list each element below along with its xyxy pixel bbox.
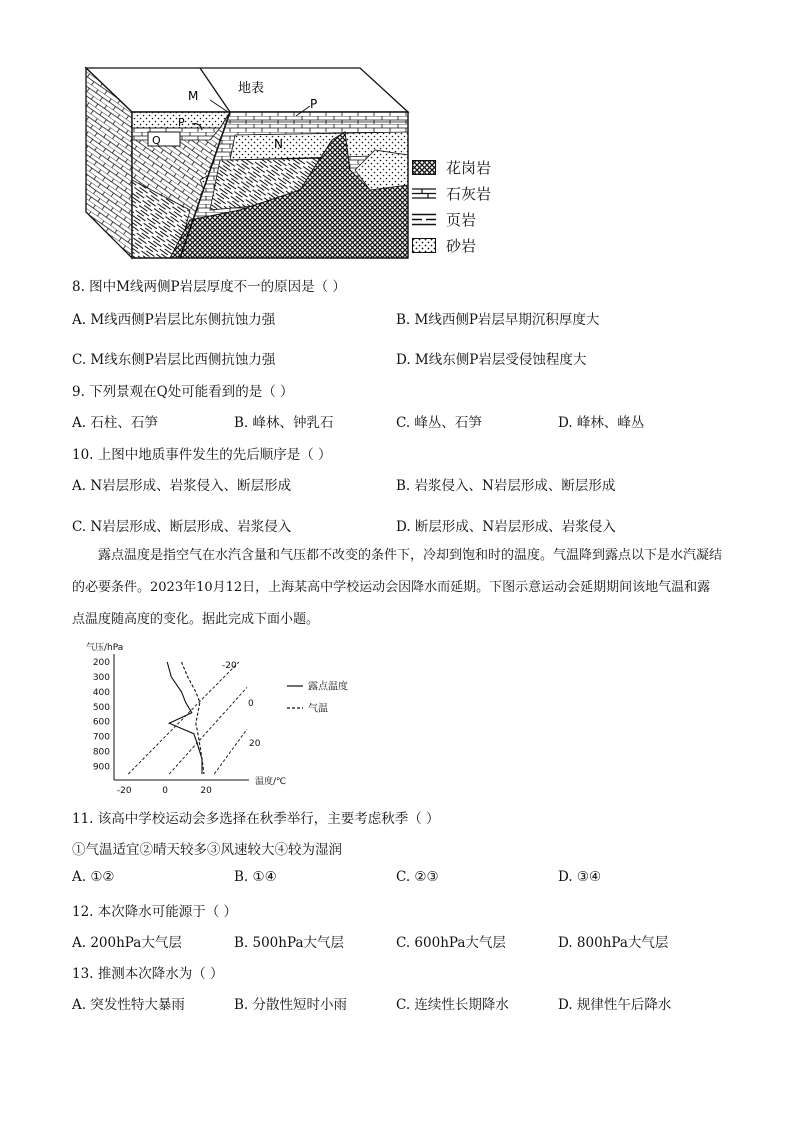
option-d: D. 峰林、峰丛	[558, 415, 645, 431]
legend-label: 露点温度	[308, 681, 348, 693]
geology-label-Q: Q	[152, 134, 161, 147]
option-c: C. 峰丛、石笋	[396, 415, 482, 431]
question-stem: 9. 下列景观在Q处可能看到的是（ ）	[72, 384, 294, 400]
y-tick-label: 400	[92, 687, 110, 698]
legend-item-shale	[412, 209, 532, 231]
question-stem: 10. 上图中地质事件发生的先后顺序是（ ）	[72, 447, 332, 463]
question-stem: 13. 推测本次降水为（ ）	[72, 966, 224, 982]
geology-label-N: N	[274, 137, 283, 151]
question-stem: 11. 该高中学校运动会多选择在秋季举行，主要考虑秋季（ ）	[72, 811, 440, 827]
option-a: A. 突发性特大暴雨	[72, 997, 185, 1013]
option-d: D. 断层形成、N岩层形成、岩浆侵入	[396, 519, 616, 535]
option-b: B. 峰林、钟乳石	[234, 415, 334, 431]
x-tick-label: 20	[200, 786, 212, 796]
isotherm-line	[128, 662, 238, 774]
option-a: A. N岩层形成、岩浆侵入、断层形成	[72, 478, 292, 494]
y-tick-label: 900	[92, 762, 110, 773]
shale-pattern-icon	[412, 212, 436, 227]
option-d: D. ③④	[558, 869, 602, 885]
geology-label-P-east: P	[310, 97, 318, 111]
legend-label-limestone: 石灰岩	[446, 185, 492, 203]
legend-item-sandstone	[412, 235, 532, 257]
option-b: B. 岩浆侵入、N岩层形成、断层形成	[396, 478, 616, 494]
isotherm-line	[214, 729, 247, 774]
option-a: A. 200hPa大气层	[72, 935, 182, 951]
limestone-pattern-icon	[412, 186, 436, 201]
option-b: B. M线西侧P岩层早期沉积厚度大	[396, 312, 600, 328]
option-b: B. 500hPa大气层	[234, 935, 344, 951]
option-c: C. N岩层形成、断层形成、岩浆侵入	[72, 519, 292, 535]
option-a: A. ①②	[72, 869, 115, 885]
question-sub-options: ①气温适宜②晴天较多③风速较大④较为湿润	[72, 842, 342, 858]
option-d: D. 规律性午后降水	[558, 997, 672, 1013]
y-tick-label: 700	[92, 732, 110, 743]
option-d: D. M线东侧P岩层受侵蚀程度大	[396, 352, 587, 368]
option-c: C. M线东侧P岩层比西侧抗蚀力强	[72, 352, 276, 368]
option-b: B. 分散性短时小雨	[234, 997, 348, 1013]
sandstone-pattern-icon	[412, 238, 436, 253]
legend-item-granite	[412, 157, 532, 179]
question-stem: 8. 图中M线两侧P岩层厚度不一的原因是（ ）	[72, 279, 346, 295]
legend-label-shale: 页岩	[446, 211, 477, 229]
y-tick-label: 600	[92, 717, 110, 728]
geology-label-surface: 地表	[238, 81, 265, 96]
x-axis-label: 温度/℃	[255, 777, 287, 787]
y-tick-label: 800	[92, 747, 110, 758]
option-d: D. 800hPa大气层	[558, 935, 669, 951]
option-c: C. 600hPa大气层	[396, 935, 506, 951]
geology-label-M: M	[188, 89, 199, 103]
x-tick-label: -20	[116, 786, 132, 796]
isotherm-label: 0	[248, 699, 254, 709]
legend-label-granite: 花岗岩	[446, 159, 492, 177]
x-tick-label: 0	[162, 786, 169, 796]
isotherm-line	[169, 687, 247, 774]
granite-pattern-icon	[412, 160, 436, 175]
option-c: C. ②③	[396, 869, 439, 885]
isotherm-label: -20	[222, 661, 237, 671]
y-axis-label: 气压/hPa	[86, 643, 124, 653]
y-tick-label: 500	[92, 702, 110, 713]
temperature-dewpoint-chart	[72, 640, 372, 800]
option-a: A. 石柱、石笋	[72, 415, 158, 431]
option-b: B. ①④	[234, 869, 277, 885]
legend-label: 气温	[308, 703, 328, 715]
legend-item-limestone	[412, 183, 532, 205]
y-tick-label: 300	[92, 672, 110, 683]
isotherm-label: 20	[249, 739, 261, 749]
option-a: A. M线西侧P岩层比东侧抗蚀力强	[72, 312, 276, 328]
question-stem: 12. 本次降水可能源于（ ）	[72, 904, 238, 920]
geology-label-P-west: P	[178, 116, 185, 129]
y-tick-label: 200	[92, 658, 110, 668]
passage-text	[72, 540, 722, 636]
passage-body: 露点温度是指空气在水汽含量和气压都不改变的条件下，冷却到饱和时的温度。气温降到露点以下是水汽凝结的必要条件。2023年10月12日，上海某高中学校运动会因降水而延期。下图示意运动会延期期间该地气温和露点温度随高度的变化。据此完成下面小题。	[72, 548, 723, 627]
option-c: C. 连续性长期降水	[396, 997, 509, 1013]
legend-label-sandstone: 砂岩	[446, 237, 477, 255]
